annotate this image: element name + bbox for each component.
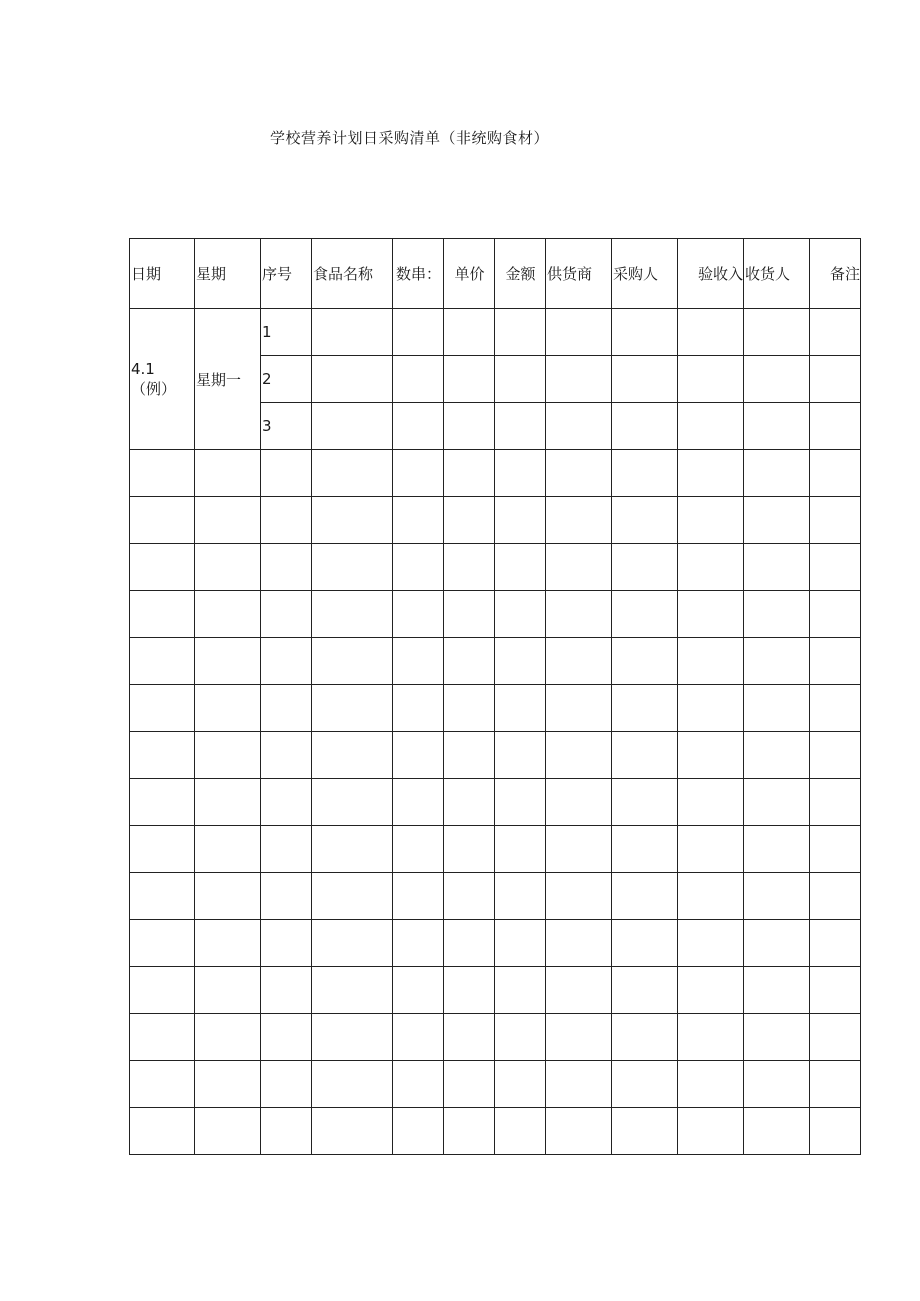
table-cell[interactable] <box>495 826 546 873</box>
table-cell[interactable] <box>546 1108 612 1155</box>
table-cell[interactable] <box>312 544 393 591</box>
table-cell[interactable] <box>678 685 744 732</box>
table-cell[interactable] <box>261 1061 312 1108</box>
table-cell[interactable] <box>444 309 495 356</box>
table-cell[interactable] <box>744 450 810 497</box>
example-weekday-cell[interactable]: 星期一 <box>195 309 261 450</box>
table-cell[interactable] <box>495 309 546 356</box>
example-seq-cell[interactable]: 3 <box>261 403 312 450</box>
table-cell[interactable] <box>393 920 444 967</box>
table-cell[interactable] <box>495 1061 546 1108</box>
table-cell[interactable] <box>810 1014 861 1061</box>
table-cell[interactable] <box>393 403 444 450</box>
table-row <box>130 920 861 967</box>
table-cell[interactable] <box>312 356 393 403</box>
table-cell[interactable] <box>612 403 678 450</box>
header-row <box>130 239 861 309</box>
table-cell[interactable] <box>612 873 678 920</box>
table-cell[interactable] <box>444 403 495 450</box>
table-cell[interactable] <box>744 638 810 685</box>
header-cell-unit-price: 单价 <box>444 239 495 309</box>
table-cell[interactable] <box>393 544 444 591</box>
table-cell[interactable] <box>612 826 678 873</box>
table-cell[interactable] <box>744 497 810 544</box>
table-cell[interactable] <box>195 685 261 732</box>
table-cell[interactable] <box>195 1014 261 1061</box>
table-cell[interactable] <box>810 544 861 591</box>
table-cell[interactable] <box>444 826 495 873</box>
table-cell[interactable] <box>546 1061 612 1108</box>
table-cell[interactable] <box>444 685 495 732</box>
table-cell[interactable] <box>130 450 195 497</box>
table-cell[interactable] <box>612 591 678 638</box>
header-cell-quantity: 数串： <box>393 239 444 309</box>
table-cell[interactable] <box>495 873 546 920</box>
table-cell[interactable] <box>678 1108 744 1155</box>
example-date-cell[interactable] <box>130 309 195 450</box>
table-cell[interactable] <box>130 1014 195 1061</box>
table-cell[interactable] <box>444 497 495 544</box>
table-cell[interactable] <box>678 638 744 685</box>
table-cell[interactable] <box>546 356 612 403</box>
table-row <box>130 1108 861 1155</box>
table-cell[interactable] <box>195 873 261 920</box>
table-cell[interactable] <box>744 1014 810 1061</box>
table-cell[interactable] <box>312 1061 393 1108</box>
table-cell[interactable] <box>810 591 861 638</box>
table-row <box>130 497 861 544</box>
table-cell[interactable] <box>744 403 810 450</box>
table-cell[interactable] <box>261 544 312 591</box>
table-cell[interactable] <box>312 450 393 497</box>
table-cell[interactable] <box>444 1014 495 1061</box>
table-cell[interactable] <box>261 1014 312 1061</box>
table-row <box>130 591 861 638</box>
table-cell[interactable] <box>261 685 312 732</box>
table-row <box>130 638 861 685</box>
table-cell[interactable] <box>195 1108 261 1155</box>
table-cell[interactable] <box>130 967 195 1014</box>
table-row <box>130 826 861 873</box>
table-cell[interactable] <box>444 591 495 638</box>
table-cell[interactable] <box>678 450 744 497</box>
table-cell[interactable] <box>393 1108 444 1155</box>
table-cell[interactable] <box>393 638 444 685</box>
example-seq-cell[interactable]: 2 <box>261 356 312 403</box>
table-cell[interactable] <box>130 1108 195 1155</box>
table-cell[interactable] <box>444 638 495 685</box>
table-cell[interactable] <box>393 873 444 920</box>
table-cell[interactable] <box>495 497 546 544</box>
header-cell-amount: 金额 <box>495 239 546 309</box>
table-cell[interactable] <box>495 685 546 732</box>
table-cell[interactable] <box>444 732 495 779</box>
table-cell[interactable] <box>444 450 495 497</box>
table-cell[interactable] <box>312 497 393 544</box>
table-cell[interactable] <box>393 591 444 638</box>
header-cell-seq: 序号 <box>261 239 312 309</box>
table-cell[interactable] <box>612 450 678 497</box>
table-cell[interactable] <box>393 685 444 732</box>
table-cell[interactable] <box>130 920 195 967</box>
table-cell[interactable] <box>195 638 261 685</box>
example-seq-cell[interactable]: 1 <box>261 309 312 356</box>
table-row <box>130 779 861 826</box>
table-cell[interactable] <box>612 920 678 967</box>
table-cell[interactable] <box>393 779 444 826</box>
table-cell[interactable] <box>744 544 810 591</box>
table-cell[interactable] <box>312 826 393 873</box>
table-cell[interactable] <box>546 732 612 779</box>
table-cell[interactable] <box>744 1108 810 1155</box>
table-cell[interactable] <box>546 544 612 591</box>
table-cell[interactable] <box>546 920 612 967</box>
table-cell[interactable] <box>195 544 261 591</box>
table-cell[interactable] <box>810 732 861 779</box>
table-cell[interactable] <box>261 732 312 779</box>
table-cell[interactable] <box>678 826 744 873</box>
table-cell[interactable] <box>130 779 195 826</box>
table-row <box>130 544 861 591</box>
table-cell[interactable] <box>810 967 861 1014</box>
table-cell[interactable] <box>678 309 744 356</box>
table-cell[interactable] <box>312 920 393 967</box>
table-cell[interactable] <box>495 920 546 967</box>
table-cell[interactable] <box>312 638 393 685</box>
table-cell[interactable] <box>195 591 261 638</box>
table-cell[interactable] <box>312 732 393 779</box>
table-cell[interactable] <box>495 544 546 591</box>
table-cell[interactable] <box>495 356 546 403</box>
table-cell[interactable] <box>678 1061 744 1108</box>
header-cell-date: 日期 <box>130 239 195 309</box>
table-cell[interactable] <box>312 779 393 826</box>
table-cell[interactable] <box>612 497 678 544</box>
table-cell[interactable] <box>612 1108 678 1155</box>
table-cell[interactable] <box>810 497 861 544</box>
table-cell[interactable] <box>495 732 546 779</box>
header-cell-purchaser: 采购人 <box>612 239 678 309</box>
table-cell[interactable] <box>612 638 678 685</box>
table-cell[interactable] <box>612 1014 678 1061</box>
purchase-table <box>129 238 861 1155</box>
header-cell-weekday: 星期 <box>195 239 261 309</box>
table-cell[interactable] <box>393 356 444 403</box>
table-cell[interactable] <box>678 779 744 826</box>
table-cell[interactable] <box>444 1061 495 1108</box>
table-cell[interactable] <box>495 1014 546 1061</box>
table-cell[interactable] <box>810 779 861 826</box>
table-cell[interactable] <box>810 920 861 967</box>
table-cell[interactable] <box>312 1014 393 1061</box>
table-cell[interactable] <box>495 591 546 638</box>
table-cell[interactable] <box>393 1061 444 1108</box>
table-cell[interactable] <box>810 1108 861 1155</box>
table-cell[interactable] <box>312 591 393 638</box>
table-cell[interactable] <box>312 1108 393 1155</box>
table-cell[interactable] <box>444 873 495 920</box>
table-cell[interactable] <box>261 638 312 685</box>
table-cell[interactable] <box>744 732 810 779</box>
table-cell[interactable] <box>810 826 861 873</box>
table-row <box>130 1014 861 1061</box>
table-cell[interactable] <box>612 732 678 779</box>
table-cell[interactable] <box>261 826 312 873</box>
table-cell[interactable] <box>810 685 861 732</box>
table-cell[interactable] <box>393 497 444 544</box>
table-cell[interactable] <box>744 685 810 732</box>
table-cell[interactable] <box>744 779 810 826</box>
table-cell[interactable] <box>261 873 312 920</box>
table-cell[interactable] <box>612 967 678 1014</box>
table-cell[interactable] <box>744 591 810 638</box>
table-cell[interactable] <box>678 732 744 779</box>
table-row <box>130 450 861 497</box>
table-cell[interactable] <box>546 638 612 685</box>
table-cell[interactable] <box>546 685 612 732</box>
table-cell[interactable] <box>546 497 612 544</box>
table-cell[interactable] <box>130 873 195 920</box>
table-cell[interactable] <box>546 967 612 1014</box>
table-cell[interactable] <box>495 779 546 826</box>
table-cell[interactable] <box>130 591 195 638</box>
table-cell[interactable] <box>678 544 744 591</box>
table-cell[interactable] <box>546 779 612 826</box>
table-cell[interactable] <box>393 967 444 1014</box>
table-row <box>130 1061 861 1108</box>
table-cell[interactable] <box>195 967 261 1014</box>
table-cell[interactable] <box>678 403 744 450</box>
table-cell[interactable] <box>546 450 612 497</box>
table-cell[interactable] <box>678 356 744 403</box>
table-cell[interactable] <box>130 685 195 732</box>
table-cell[interactable] <box>444 544 495 591</box>
table-cell[interactable] <box>261 497 312 544</box>
table-cell[interactable] <box>744 356 810 403</box>
table-cell[interactable] <box>810 1061 861 1108</box>
table-cell[interactable] <box>495 638 546 685</box>
page-title: 学校营养计划日采购清单（非统购食材） <box>270 129 550 147</box>
table-cell[interactable] <box>195 450 261 497</box>
header-cell-remarks: 备注 <box>810 239 861 309</box>
table-cell[interactable] <box>612 1061 678 1108</box>
table-cell[interactable] <box>810 638 861 685</box>
table-cell[interactable] <box>130 1061 195 1108</box>
table-cell[interactable] <box>678 920 744 967</box>
table-cell[interactable] <box>195 497 261 544</box>
table-cell[interactable] <box>444 1108 495 1155</box>
table-cell[interactable] <box>393 826 444 873</box>
table-cell[interactable] <box>678 497 744 544</box>
table-cell[interactable] <box>312 403 393 450</box>
table-cell[interactable] <box>130 638 195 685</box>
table-cell[interactable] <box>744 1061 810 1108</box>
table-cell[interactable] <box>261 591 312 638</box>
table-cell[interactable] <box>393 450 444 497</box>
table-cell[interactable] <box>810 309 861 356</box>
table-cell[interactable] <box>678 873 744 920</box>
table-cell[interactable] <box>810 356 861 403</box>
table-row <box>130 309 861 356</box>
table-cell[interactable] <box>678 591 744 638</box>
table-cell[interactable] <box>261 779 312 826</box>
table-cell[interactable] <box>444 920 495 967</box>
table-cell[interactable] <box>312 309 393 356</box>
table-cell[interactable] <box>612 544 678 591</box>
table-cell[interactable] <box>744 309 810 356</box>
table-cell[interactable] <box>495 403 546 450</box>
table-cell[interactable] <box>444 967 495 1014</box>
table-cell[interactable] <box>744 967 810 1014</box>
table-cell[interactable] <box>312 685 393 732</box>
table-cell[interactable] <box>393 1014 444 1061</box>
table-cell[interactable] <box>393 732 444 779</box>
table-cell[interactable] <box>261 920 312 967</box>
table-cell[interactable] <box>612 779 678 826</box>
table-cell[interactable] <box>612 356 678 403</box>
table-cell[interactable] <box>612 685 678 732</box>
table-row <box>130 967 861 1014</box>
table-cell[interactable] <box>130 732 195 779</box>
table-cell[interactable] <box>312 873 393 920</box>
table-cell[interactable] <box>546 826 612 873</box>
table-cell[interactable] <box>261 967 312 1014</box>
table-cell[interactable] <box>810 873 861 920</box>
table-row <box>130 873 861 920</box>
table-cell[interactable] <box>130 497 195 544</box>
table-cell[interactable] <box>546 403 612 450</box>
table-cell[interactable] <box>546 1014 612 1061</box>
table-cell[interactable] <box>678 1014 744 1061</box>
table-row <box>130 685 861 732</box>
table-cell[interactable] <box>195 920 261 967</box>
table-cell[interactable] <box>261 450 312 497</box>
example-date: 4.1（例） <box>131 360 177 398</box>
table-cell[interactable] <box>744 873 810 920</box>
table-cell[interactable] <box>744 826 810 873</box>
table-cell[interactable] <box>195 732 261 779</box>
table-cell[interactable] <box>444 779 495 826</box>
table-cell[interactable] <box>744 920 810 967</box>
table-row <box>130 732 861 779</box>
table-cell[interactable] <box>546 591 612 638</box>
table-cell[interactable] <box>495 450 546 497</box>
table-cell[interactable] <box>393 309 444 356</box>
table-cell[interactable] <box>195 1061 261 1108</box>
table-cell[interactable] <box>261 1108 312 1155</box>
table-cell[interactable] <box>810 450 861 497</box>
table-cell[interactable] <box>195 826 261 873</box>
table-cell[interactable] <box>195 779 261 826</box>
table-cell[interactable] <box>612 309 678 356</box>
table-cell[interactable] <box>130 544 195 591</box>
header-cell-supplier: 供货商 <box>546 239 612 309</box>
table-cell[interactable] <box>810 403 861 450</box>
table-cell[interactable] <box>546 873 612 920</box>
table-cell[interactable] <box>495 967 546 1014</box>
table-cell[interactable] <box>444 356 495 403</box>
header-cell-food-name: 食品名称 <box>312 239 393 309</box>
table-cell[interactable] <box>495 1108 546 1155</box>
table-cell[interactable] <box>312 967 393 1014</box>
table-cell[interactable] <box>130 826 195 873</box>
table-cell[interactable] <box>546 309 612 356</box>
table-cell[interactable] <box>678 967 744 1014</box>
header-cell-receiver: 收货人 <box>744 239 810 309</box>
header-cell-inspector: 验收入 <box>678 239 744 309</box>
